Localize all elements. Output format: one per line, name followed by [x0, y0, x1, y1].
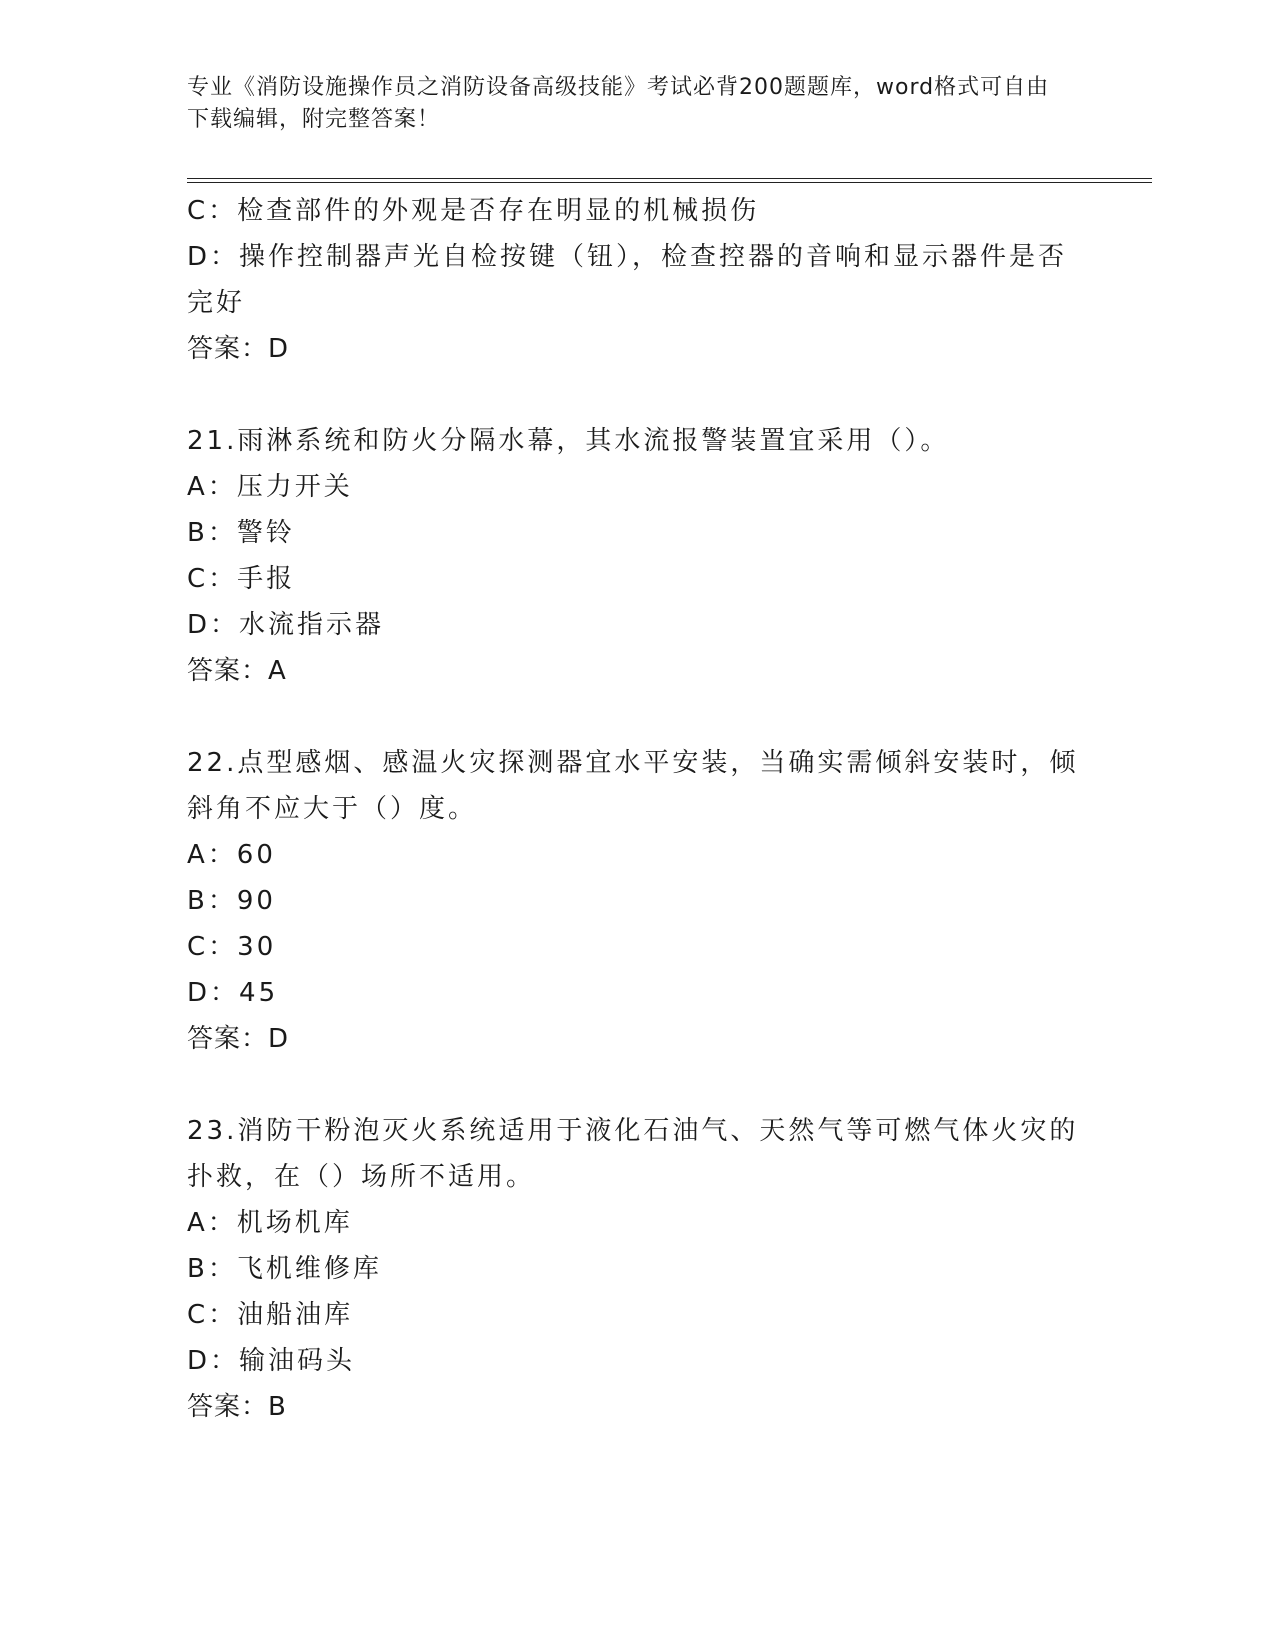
answer-label: 答案：B — [187, 1392, 287, 1422]
option-a: A：压力开关 — [187, 472, 353, 502]
question-stem: 23.消防干粉泡灭火系统适用于液化石油气、天然气等可燃气体火灾的扑救，在（）场所不适用。 — [187, 1116, 1079, 1192]
question-list — [187, 188, 1087, 1430]
option-d: D：输油码头 — [187, 1346, 356, 1376]
option-a: A：60 — [187, 840, 276, 870]
option-d: D：45 — [187, 978, 279, 1008]
option-b: B：警铃 — [187, 518, 295, 548]
option-b: B：90 — [187, 886, 276, 916]
question-block-23 — [187, 1108, 1087, 1430]
question-stem: 21.雨淋系统和防火分隔水幕，其水流报警装置宜采用（）。 — [187, 426, 950, 456]
option-b: B：飞机维修库 — [187, 1254, 382, 1284]
option-c: C：检查部件的外观是否存在明显的机械损伤 — [187, 196, 760, 226]
document-header: 专业《消防设施操作员之消防设备高级技能》考试必背200题题库，word格式可自由下载编辑，附完整答案！ — [187, 75, 1050, 132]
answer-label: 答案：D — [187, 334, 290, 364]
header-divider-bottom — [187, 182, 1152, 183]
answer-label: 答案：A — [187, 656, 287, 686]
header-divider-top — [187, 178, 1152, 179]
question-stem: 22.点型感烟、感温火灾探测器宜水平安装，当确实需倾斜安装时，倾斜角不应大于（）度。 — [187, 748, 1079, 824]
question-block-22 — [187, 740, 1087, 1062]
option-d: D：水流指示器 — [187, 610, 385, 640]
option-c: C：30 — [187, 932, 277, 962]
option-c: C：油船油库 — [187, 1300, 354, 1330]
option-c: C：手报 — [187, 564, 296, 594]
option-d: D：操作控制器声光自检按键（钮），检查控器的音响和显示器件是否完好 — [187, 242, 1068, 318]
question-block-20-continued — [187, 188, 1087, 372]
answer-label: 答案：D — [187, 1024, 290, 1054]
option-a: A：机场机库 — [187, 1208, 353, 1238]
question-block-21 — [187, 418, 1087, 694]
